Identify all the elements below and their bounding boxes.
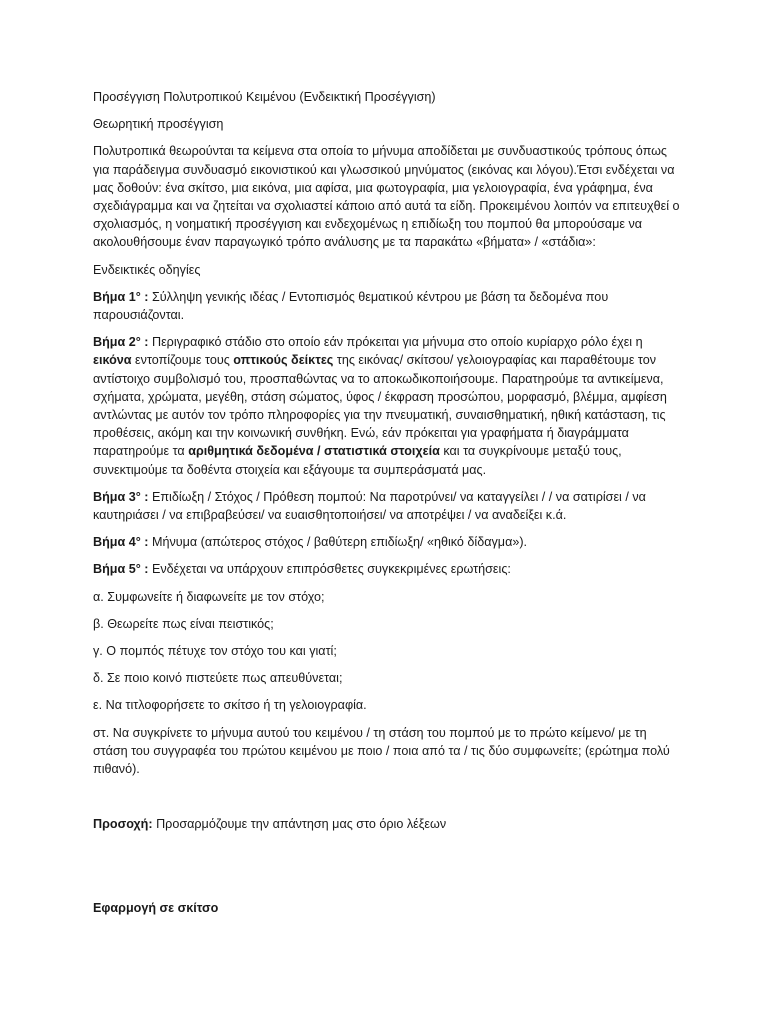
question-f: στ. Να συγκρίνετε το μήνυμα αυτού του κειμένου / τη στάση του πομπού με το πρώτο κείμενο/ με τη στάση του συγγραφέα του πρώτου κειμένου με ποιο / ποια από τα / τις δύο συμφωνείτε; (ερώτημα πολύ πιθανό). — [93, 725, 670, 777]
step-1-label: Βήμα 1° : — [93, 289, 149, 304]
step-2 — [93, 333, 683, 479]
step-1 — [93, 288, 683, 324]
guidelines-heading: Ενδεικτικές οδηγίες — [93, 262, 201, 277]
spacer — [93, 843, 683, 899]
step-3-text: Επιδίωξη / Στόχος / Πρόθεση πομπού: Να παροτρύνει/ να καταγγείλει / / να σατιρίσει / να καυτηριάσει / να επιβραβεύσει/ να ευαισθητοποιήσει/ να αποτρέψει / να αναδείξει κ.ά. — [93, 489, 646, 523]
question-a: α. Συμφωνείτε ή διαφωνείτε με τον στόχο; — [93, 589, 325, 604]
step-5 — [93, 560, 683, 578]
question-b: β. Θεωρείτε πως είναι πειστικός; — [93, 616, 274, 631]
step-2-label: Βήμα 2° : — [93, 335, 149, 350]
question-c: γ. Ο πομπός πέτυχε τον στόχο του και γιατί; — [93, 644, 337, 659]
step-4-text: Μήνυμα (απώτερος στόχος / βαθύτερη επιδίωξη/ «ηθικό δίδαγμα»). — [148, 535, 528, 550]
step-2-bold-2: οπτικούς δείκτες — [233, 353, 334, 368]
theory-heading: Θεωρητική προσέγγιση — [93, 117, 224, 132]
step-2-bold-1: εικόνα — [93, 353, 132, 368]
step-5-text: Ενδέχεται να υπάρχουν επιπρόσθετες συγκεκριμένες ερωτήσεις: — [148, 562, 511, 577]
spacer — [93, 787, 683, 815]
question-d: δ. Σε ποιο κοινό πιστεύετε πως απευθύνεται; — [93, 671, 343, 686]
question-e: ε. Να τιτλοφορήσετε το σκίτσο ή τη γελοιογραφία. — [93, 698, 367, 713]
step-5-label: Βήμα 5° : — [93, 562, 149, 577]
step-2-text-1: Περιγραφικό στάδιο στο οποίο εάν πρόκειται για μήνυμα στο οποίο κυρίαρχο ρόλο έχει η — [148, 335, 643, 350]
step-2-bold-3: αριθμητικά δεδομένα / στατιστικά στοιχεία — [188, 444, 440, 459]
step-4 — [93, 533, 683, 551]
step-1-text: Σύλληψη γενικής ιδέας / Εντοπισμός θεματικού κέντρου με βάση τα δεδομένα που παρουσιάζονται. — [93, 289, 609, 323]
note-text: Προσαρμόζουμε την απάντηση μας στο όριο λέξεων — [152, 817, 447, 832]
step-2-text-3: της εικόνας/ σκίτσου/ γελοιογραφίας και παραθέτουμε τον αντίστοιχο συμβολισμό του, προσπαθώντας να το αποκωδικοποιήσουμε. Παρατηρούμε τα αντικείμενα, σχήματα, χρώματα, μεγέθη, στάση σώματος, ύφος / έκφραση προσώπου, μορφασμό, βλέμμα, αμφίεση αντλώντας με αυτόν τον τρόπο πληροφορίες για την πνευματική, συναισθηματική, ηθική κατάσταση, τις προθέσεις, ακόμη και την κοινωνική συνθήκη. Ενώ, εάν πρόκειται για γραφήματα ή διαγράμματα παρατηρούμε τα — [93, 353, 667, 459]
step-2-text-4: και τα συγκρίνουμε μεταξύ τους, συνεκτιμούμε τα δοθέντα στοιχεία και εξάγουμε τα συμπεράσματά μας. — [93, 444, 622, 477]
step-3 — [93, 488, 683, 524]
note-label: Προσοχή: — [93, 817, 153, 832]
document-title: Προσέγγιση Πολυτροπικού Κειμένου (Ενδεικτική Προσέγγιση) — [93, 90, 436, 104]
note — [93, 815, 683, 833]
application-heading: Εφαρμογή σε σκίτσο — [93, 900, 219, 915]
step-2-text-2: εντοπίζουμε τους — [131, 353, 234, 368]
step-4-label: Βήμα 4° : — [93, 535, 149, 550]
step-3-label: Βήμα 3° : — [93, 489, 149, 504]
document-page — [93, 88, 683, 926]
intro-paragraph: Πολυτροπικά θεωρούνται τα κείμενα στα οποία το μήνυμα αποδίδεται με συνδυαστικούς τρόπους όπως για παράδειγμα συνδυασμό εικονιστικού και γλωσσικού μηνύματος (εικόνας και λόγου).Έτσι ενδέχεται να μας δοθούν: ένα σκίτσο, μια εικόνα, μια αφίσα, μια φωτογραφία, μια γελοιογραφία, ένα γράφημα, ένα σχεδιάγραμμα και να ζητείται να σχολιαστεί κάποιο από αυτά τα είδη. Προκειμένου λοιπόν να επιτευχθεί ο σχολιασμός, η νοηματική προσέγγιση και ενδεχομένως η επιδίωξη του πομπού θα μπορούσαμε να ακολουθήσουμε έναν παραγωγικό τρόπο ανάλυσης με τα παρακάτω «βήματα» / «στάδια»: — [93, 144, 680, 250]
